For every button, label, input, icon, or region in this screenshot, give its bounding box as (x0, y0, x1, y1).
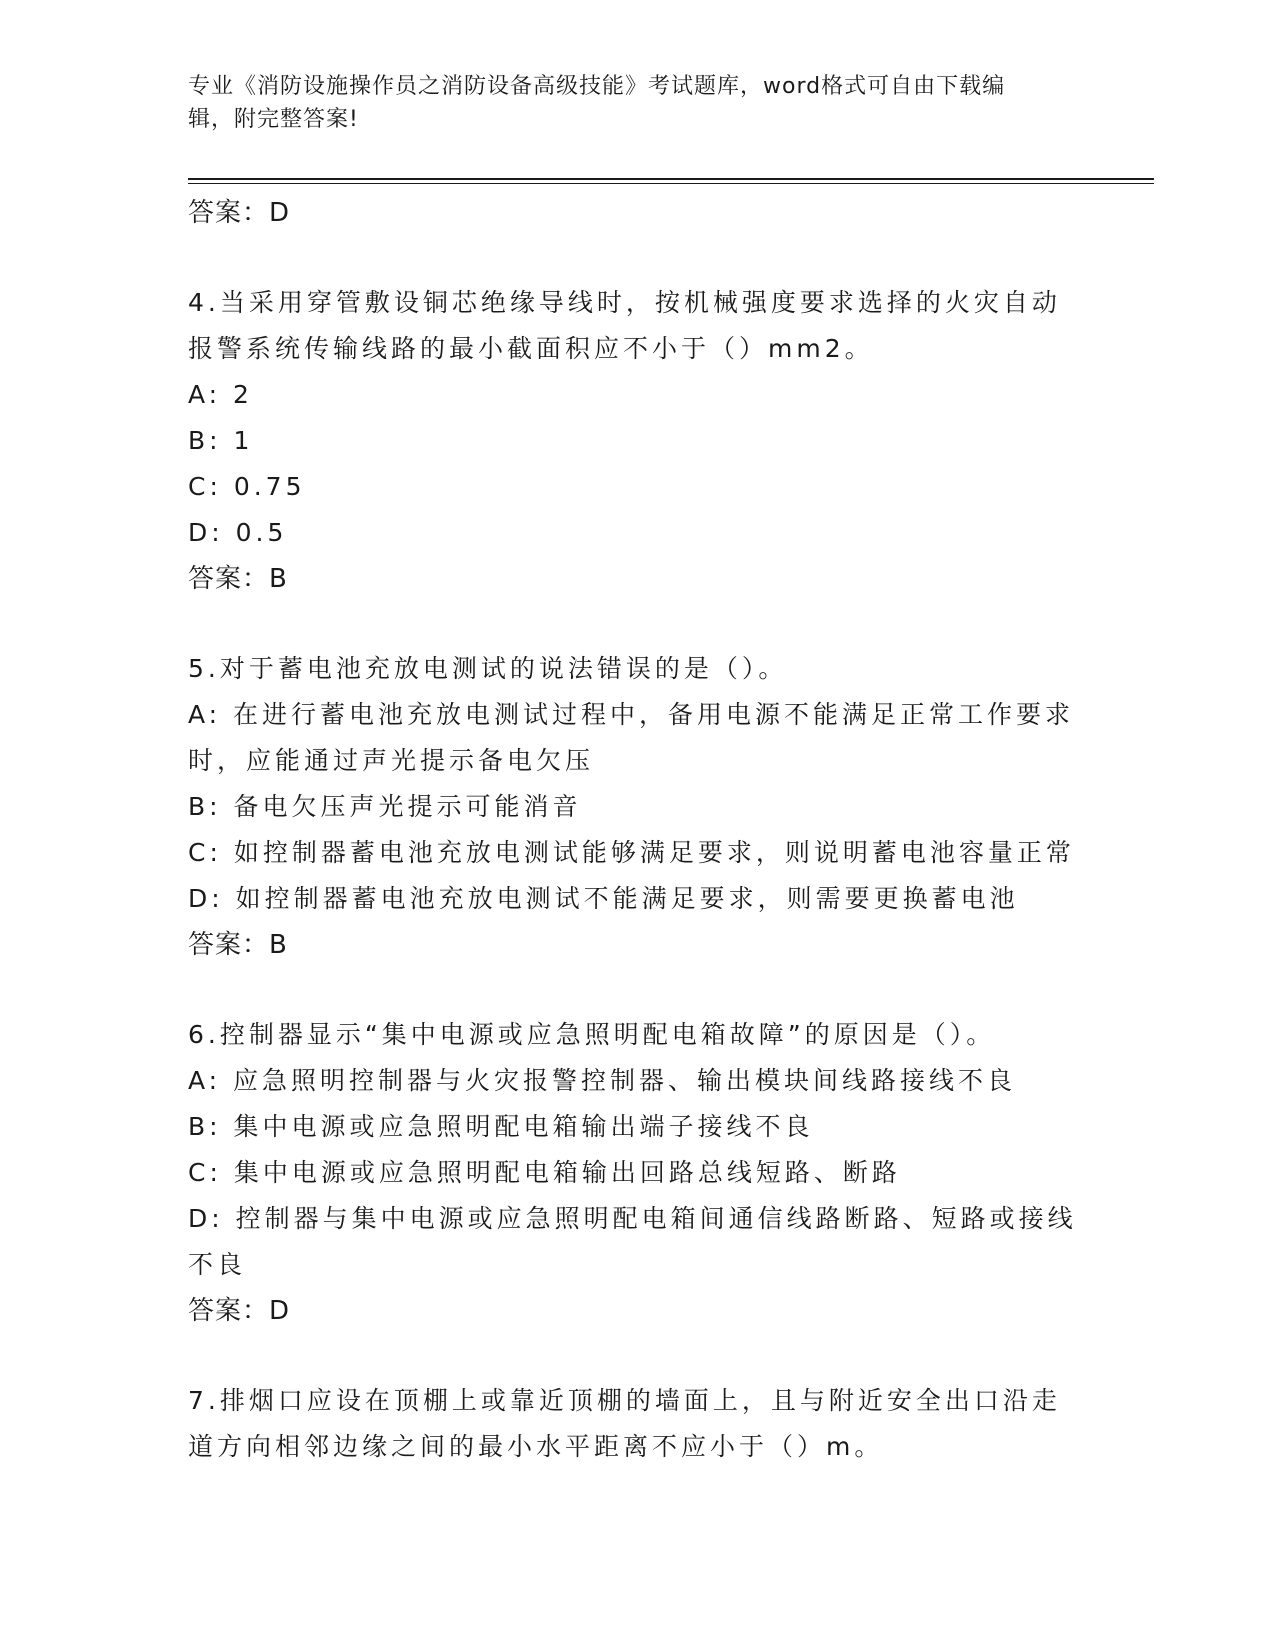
question-7-stem-line-1: 7.排烟口应设在顶棚上或靠近顶棚的墙面上，且与附近安全出口沿走 (188, 1386, 1061, 1415)
question-5-stem: 5.对于蓄电池充放电测试的说法错误的是（）。 (188, 654, 788, 683)
question-5-option-d: D: 如控制器蓄电池充放电测试不能满足要求，则需要更换蓄电池 (188, 884, 1019, 913)
question-5-option-a-line-1: A: 在进行蓄电池充放电测试过程中，备用电源不能满足正常工作要求 (188, 700, 1075, 729)
question-5-option-a-line-2: 时，应能通过声光提示备电欠压 (188, 746, 595, 775)
question-6-option-d-line-2: 不良 (188, 1250, 247, 1279)
question-7 (188, 1378, 1088, 1470)
answer-previous: 答案：D (188, 198, 291, 228)
question-6-answer: 答案：D (188, 1296, 291, 1326)
question-5 (188, 646, 1088, 968)
question-5-answer: 答案：B (188, 930, 288, 960)
question-6 (188, 1012, 1088, 1334)
question-6-option-c: C: 集中电源或应急照明配电箱输出回路总线短路、断路 (188, 1158, 901, 1187)
question-4-stem-line-2: 报警系统传输线路的最小截面积应不小于（）mm2。 (188, 334, 874, 363)
header-text-line-2: 辑，附完整答案! (188, 107, 359, 132)
question-4-option-c: C: 0.75 (188, 472, 306, 501)
question-4-option-d: D: 0.5 (188, 518, 288, 547)
question-4-stem-line-1: 4.当采用穿管敷设铜芯绝缘导线时，按机械强度要求选择的火灾自动 (188, 288, 1061, 317)
question-6-stem: 6.控制器显示“集中电源或应急照明配电箱故障”的原因是（）。 (188, 1020, 996, 1049)
question-6-option-b: B: 集中电源或应急照明配电箱输出端子接线不良 (188, 1112, 814, 1141)
question-5-option-c: C: 如控制器蓄电池充放电测试能够满足要求，则说明蓄电池容量正常 (188, 838, 1075, 867)
question-4-option-a: A: 2 (188, 380, 253, 409)
header-divider-thin (188, 183, 1154, 184)
header-divider-thick (188, 178, 1154, 180)
question-content (188, 190, 1088, 1470)
question-4 (188, 280, 1088, 602)
question-6-option-a: A: 应急照明控制器与火灾报警控制器、输出模块间线路接线不良 (188, 1066, 1017, 1095)
header-text-line-1: 专业《消防设施操作员之消防设备高级技能》考试题库，word格式可自由下载编 (188, 74, 1006, 99)
page-header (188, 70, 1068, 136)
question-4-option-b: B: 1 (188, 426, 254, 455)
question-7-stem-line-2: 道方向相邻边缘之间的最小水平距离不应小于（）m。 (188, 1432, 884, 1461)
question-4-answer: 答案：B (188, 564, 288, 594)
question-5-option-b: B: 备电欠压声光提示可能消音 (188, 792, 582, 821)
question-6-option-d-line-1: D: 控制器与集中电源或应急照明配电箱间通信线路断路、短路或接线 (188, 1204, 1077, 1233)
